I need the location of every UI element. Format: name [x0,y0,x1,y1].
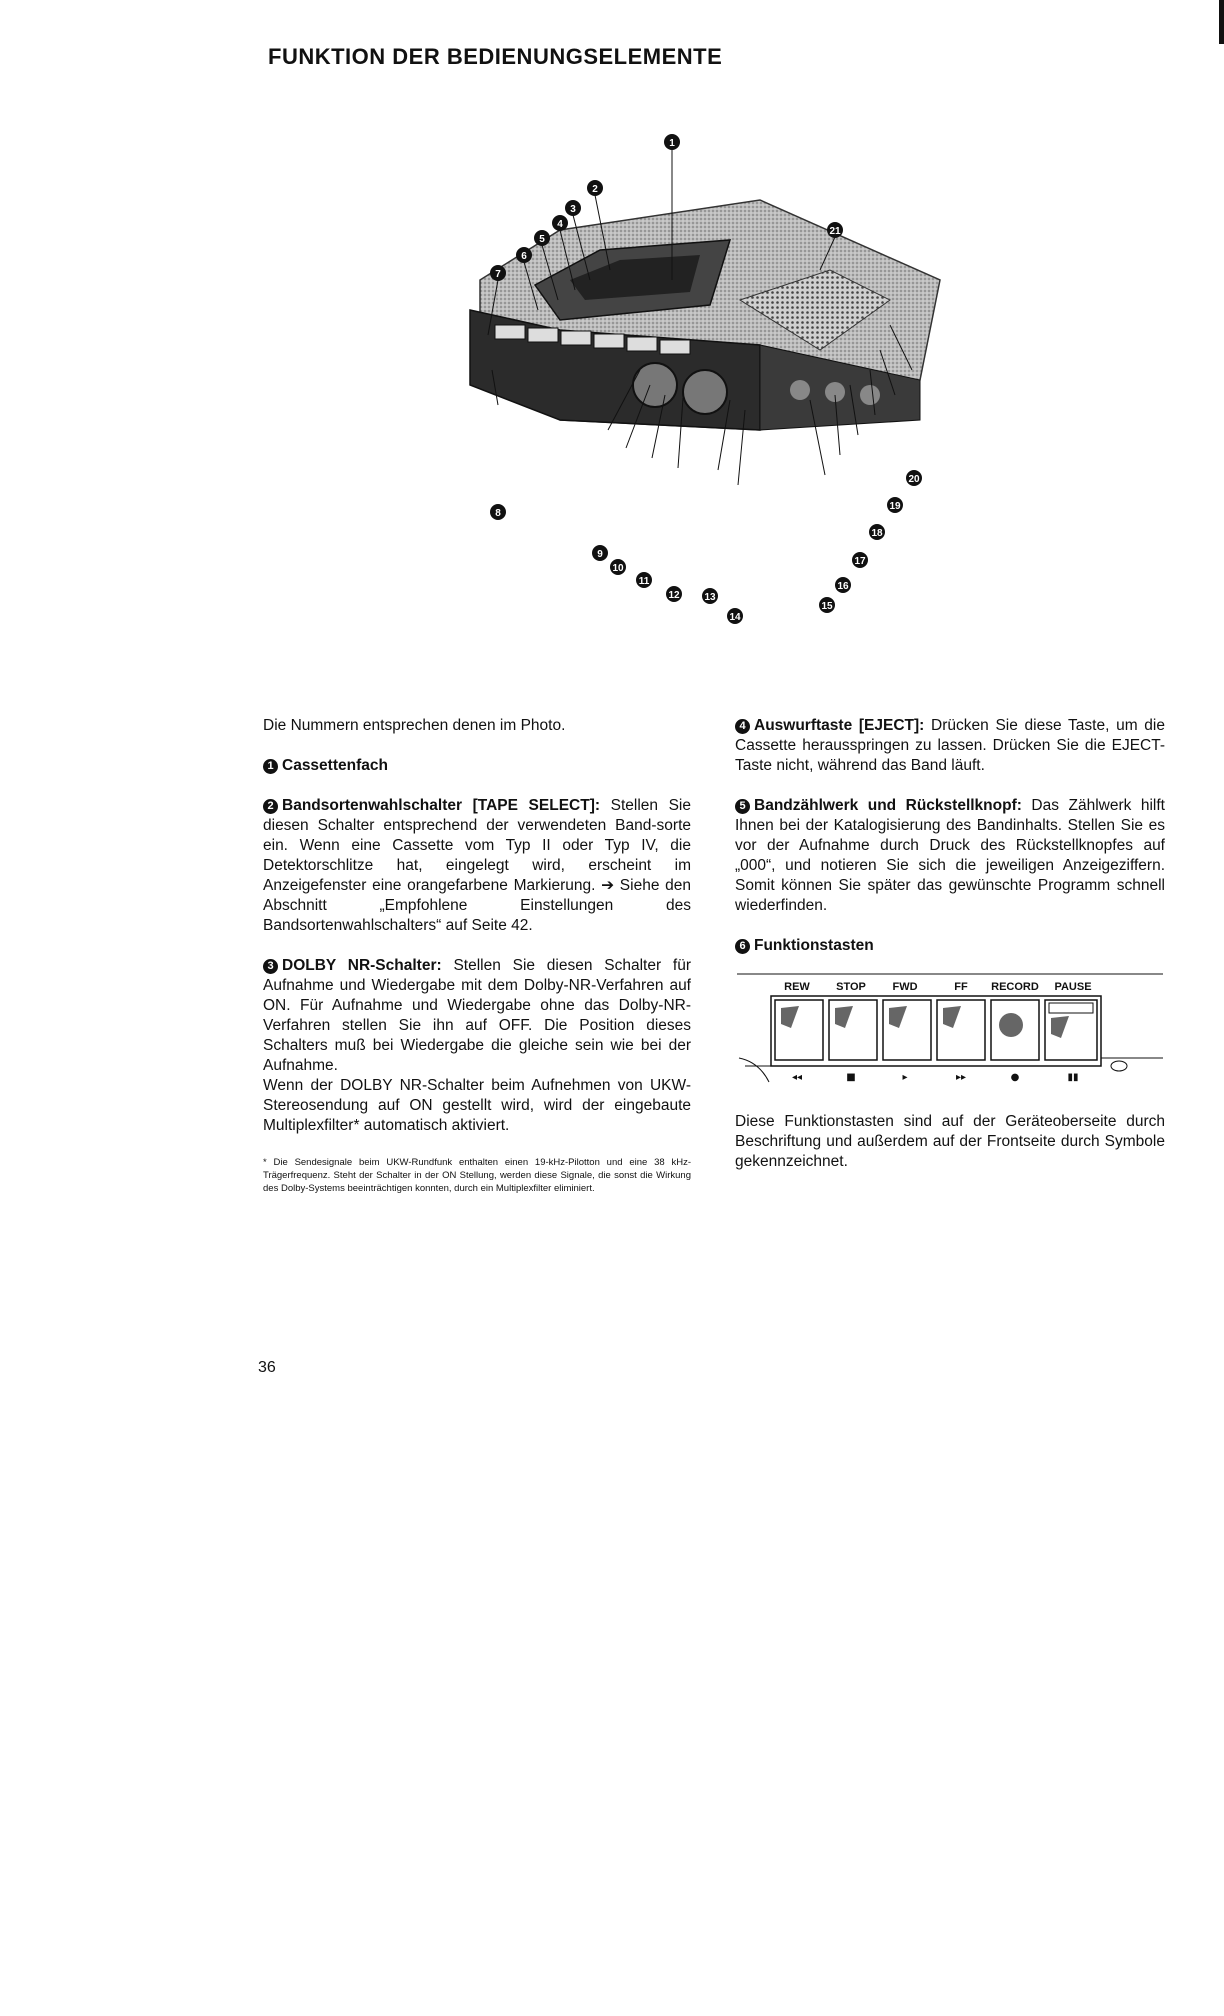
callout-10 [610,559,626,575]
page-number: 36 [258,1359,276,1376]
svg-text:3: 3 [570,204,576,215]
key-label-rew: REW [784,981,810,993]
right-column [735,716,1165,1192]
callout-16 [835,577,851,593]
svg-text:2: 2 [592,184,598,195]
page-title: FUNKTION DER BEDIENUNGSELEMENTE [268,44,723,69]
callout-19 [887,497,903,513]
record-symbol: ● [1010,1072,1020,1083]
svg-text:9: 9 [597,549,603,560]
number-badge: 5 [735,799,750,814]
section-6-text: Diese Funktionstasten sind auf der Geräteoberseite durch Beschriftung und außerdem auf der Frontseite durch Symbole gekennzeichnet. [735,1113,1165,1170]
callout-6 [516,247,532,263]
svg-text:18: 18 [871,528,883,539]
svg-text:13: 13 [704,592,716,603]
key-label-ff: FF [954,981,968,993]
svg-text:19: 19 [889,501,901,512]
left-column [263,716,691,1195]
callout-18 [869,524,885,540]
svg-text:5: 5 [539,234,545,245]
section-2-text: Stellen Sie diesen Schalter entsprechend der verwendeten Band-sorte ein. Wenn eine Cassette vom Typ II oder Typ IV, die Detektorschlitze hat, eingelegt wird, erscheint im Anzeigefenster eine orangefarbene Markierung. ➔ Siehe den Abschnitt „Empfohlene Einstellungen des Bandsortenwahlschalters“ auf Seite 42. [263,797,691,934]
callout-21 [827,222,843,238]
callout-14 [727,608,743,624]
svg-text:20: 20 [908,474,920,485]
number-badge: 3 [263,959,278,974]
svg-text:11: 11 [638,576,650,587]
section-5-text: Das Zählwerk hilft Ihnen bei der Katalogisierung des Bandinhalts. Stellen Sie es vor der Aufnahme durch Druck des Rückstellknopfes auf „000“, und notieren Sie sich die jeweiligen Anzeigeziffern. Somit können Sie später das gewünschte Programm schnell wiederfinden. [735,797,1165,914]
intro-text: Die Nummern entsprechen denen im Photo. [263,717,566,734]
section-4-title: Auswurftaste [EJECT]: [754,717,925,734]
section-1-title: Cassettenfach [282,757,388,774]
cassette-deck-photo [440,130,1020,650]
section-3-continuation: Wenn der DOLBY NR-Schalter beim Aufnehmen von UKW-Stereosendung auf ON gestellt wird, wird der eingebaute Multiplexfilter* automatisch aktiviert. [263,1077,691,1134]
svg-text:6: 6 [521,251,527,262]
callout-12 [666,586,682,602]
number-badge: 4 [735,719,750,734]
section-6-title: Funktionstasten [754,937,874,954]
function-keys-diagram [735,970,1165,1090]
callout-5 [534,230,550,246]
svg-text:1: 1 [669,138,675,149]
svg-text:14: 14 [729,612,741,623]
number-badge: 2 [263,799,278,814]
fwd-symbol: ▸ [902,1072,908,1083]
callout-17 [852,552,868,568]
section-3-title: DOLBY NR-Schalter: [282,957,442,974]
svg-text:7: 7 [495,269,501,280]
callout-1 [664,134,680,150]
svg-text:21: 21 [829,226,841,237]
level-knob-left [633,363,677,407]
section-5-title: Bandzählwerk und Rückstellknopf: [754,797,1022,814]
section-3-text: Stellen Sie diesen Schalter für Aufnahme und Wiedergabe mit dem Dolby-NR-Verfahren auf ON. Für Aufnahme und Wiedergabe ohne das Dolby-NR-Verfahren stellen Sie ihn auf OFF. Die Position dieses Schalters muß bei Wiedergabe die gleiche sein wie bei der Aufnahme. [263,957,691,1074]
callout-11 [636,572,652,588]
svg-text:10: 10 [612,563,624,574]
key-label-record: RECORD [991,981,1039,993]
page-edge-mark [1219,0,1224,44]
callout-7 [490,265,506,281]
callout-15 [819,597,835,613]
stop-symbol: ■ [846,1072,856,1083]
callout-3 [565,200,581,216]
key-label-stop: STOP [836,981,866,993]
svg-text:12: 12 [668,590,680,601]
section-2 [263,796,691,936]
svg-text:8: 8 [495,508,501,519]
svg-text:17: 17 [854,556,866,567]
callout-9 [592,545,608,561]
svg-text:4: 4 [557,219,563,230]
level-knob-right [683,370,727,414]
callout-2 [587,180,603,196]
svg-text:15: 15 [821,601,833,612]
number-badge: 1 [263,759,278,774]
section-4 [735,716,1165,776]
section-4-text: Drücken Sie diese Taste, um die Cassette herausspringen zu lassen. Drücken Sie die EJECT-Taste nicht, während das Band läuft. [735,717,1165,774]
ff-symbol: ▸▸ [955,1072,967,1083]
svg-text:16: 16 [837,581,849,592]
key-label-fwd: FWD [892,981,918,993]
section-5 [735,796,1165,916]
section-1 [263,756,691,776]
key-label-pause: PAUSE [1054,981,1092,993]
footnote: * Die Sendesignale beim UKW-Rundfunk enthalten einen 19-kHz-Pilotton und eine 38 kHz-Trägerfrequenz. Steht der Schalter in der ON Stellung, werden diese Signale, die sonst die Wirkung des Dolby-Systems beeinträchtigen konnten, durch ein Multiplexfilter eliminiert. [263,1157,691,1194]
callout-4 [552,215,568,231]
pause-symbol: ▮▮ [1067,1072,1079,1083]
section-2-title: Bandsortenwahlschalter [TAPE SELECT]: [282,797,601,814]
rew-symbol: ◂◂ [791,1072,803,1083]
number-badge: 6 [735,939,750,954]
callout-13 [702,588,718,604]
callout-20 [906,470,922,486]
section-6 [735,936,1165,956]
section-3 [263,956,691,1076]
callout-8 [490,504,506,520]
